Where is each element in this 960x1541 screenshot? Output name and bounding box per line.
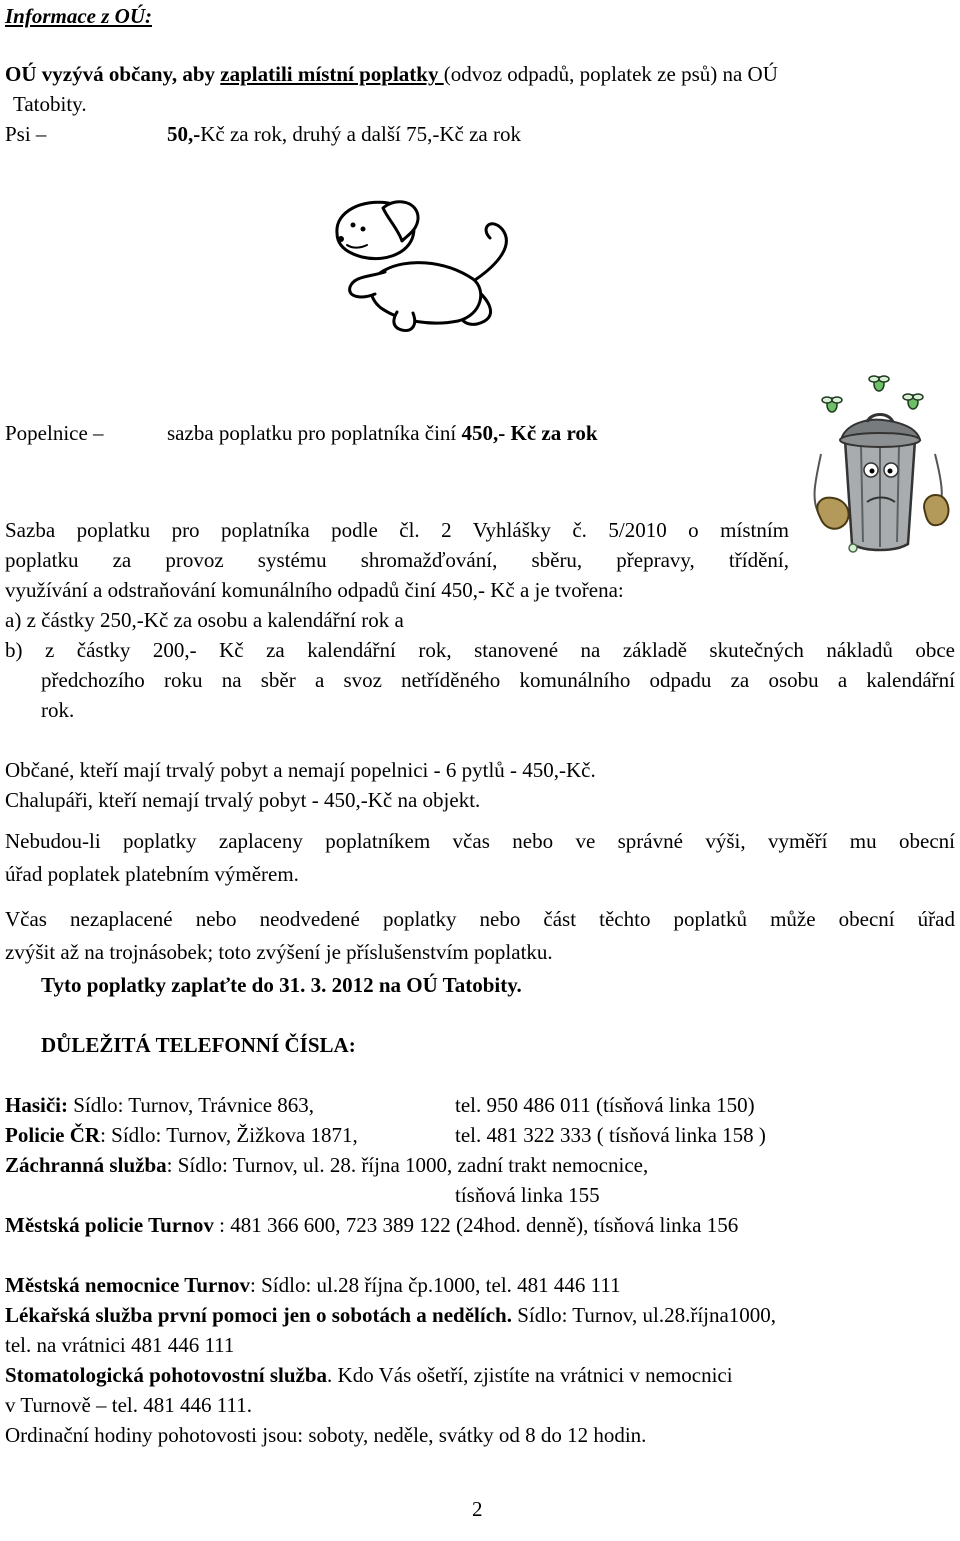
dental-entry xyxy=(5,1363,733,1388)
fire-tel: tel. 950 486 011 (tísňová linka 150) xyxy=(455,1093,755,1117)
late-line-1: Včas nezaplacené nebo neodvedené poplatky nebo část těchto poplatků může obecní úřad xyxy=(5,907,955,931)
item-b-line-3: rok. xyxy=(41,698,75,722)
first-aid-line-2: tel. na vrátnici 481 446 111 xyxy=(5,1333,235,1357)
fire-label: Hasiči: xyxy=(5,1093,68,1117)
bins-fee xyxy=(167,421,598,446)
item-b-line-1: b) z částky 200,- Kč za kalendářní rok, stanovené na základě skutečných nákladů obce xyxy=(5,638,955,662)
dogs-fee xyxy=(167,122,521,147)
late-line-2: zvýšit až na trojnásobek; toto zvýšení je příslušenstvím poplatku. xyxy=(5,940,553,964)
dental-text: . Kdo Vás ošetří, zjistíte na vrátnici v nemocnici xyxy=(327,1363,733,1387)
bins-fee-amount: 450,- Kč za rok xyxy=(461,421,598,445)
dogs-fee-amount: 50,- xyxy=(167,122,201,146)
fire-entry xyxy=(5,1093,314,1118)
rate-line-2: poplatku za provoz systému shromažďování, sběru, přepravy, třídění, xyxy=(5,548,789,572)
dogs-fee-text: Kč za rok, druhý a další 75,-Kč za rok xyxy=(200,122,521,146)
fire-address: Sídlo: Turnov, Trávnice 863, xyxy=(68,1093,315,1117)
hospital-label: Městská nemocnice Turnov xyxy=(5,1273,251,1297)
page-number: 2 xyxy=(472,1497,483,1521)
rate-line-3: využívání a odstraňování komunálního odpadů činí 450,- Kč a je tvořena: xyxy=(5,578,624,602)
dog-illustration xyxy=(325,195,525,340)
rescue-label: Záchranná služba xyxy=(5,1153,167,1177)
dental-line-2: v Turnově – tel. 481 446 111. xyxy=(5,1393,252,1417)
item-b-line-2: předchozího roku na sběr a svoz netříděného komunálního odpadu za osobu a kalendářní xyxy=(41,668,955,692)
hospital-text: : Sídlo: ul.28 října čp.1000, tel. 481 446 111 xyxy=(250,1273,621,1297)
city-police-text: : 481 366 600, 723 389 122 (24hod. denně), tísňová linka 156 xyxy=(213,1213,739,1237)
first-aid-label: Lékařská služba první pomoci jen o sobotách a nedělích. xyxy=(5,1303,512,1327)
rescue-tel: tísňová linka 155 xyxy=(455,1183,600,1207)
city-police-label: Městská policie Turnov xyxy=(5,1213,214,1237)
page-title: Informace z OÚ: xyxy=(5,4,152,28)
city-police-entry xyxy=(5,1213,738,1238)
unpaid-line-2: úřad poplatek platebním výměrem. xyxy=(5,862,299,886)
rate-line-1: Sazba poplatku pro poplatníka podle čl. 2 Vyhlášky č. 5/2010 o místním xyxy=(5,518,789,542)
dental-label: Stomatologická pohotovostní služba xyxy=(5,1363,328,1387)
hospital-entry xyxy=(5,1273,621,1298)
fees-link-text: zaplatili místní poplatky xyxy=(220,62,444,86)
first-aid-text: Sídlo: Turnov, ul.28.října1000, xyxy=(511,1303,777,1327)
intro-line-2: Tatobity. xyxy=(13,92,87,116)
deadline-note: Tyto poplatky zaplaťte do 31. 3. 2012 na OÚ Tatobity. xyxy=(41,973,522,997)
police-address: : Sídlo: Turnov, Žižkova 1871, xyxy=(100,1123,358,1147)
item-a: a) z částky 250,-Kč za osobu a kalendářní rok a xyxy=(5,608,404,632)
trash-bin-illustration xyxy=(805,372,955,564)
rescue-address: : Sídlo: Turnov, ul. 28. října 1000, zadní trakt nemocnice, xyxy=(166,1153,649,1177)
rescue-entry xyxy=(5,1153,648,1178)
phones-heading: DŮLEŽITÁ TELEFONNÍ ČÍSLA: xyxy=(41,1033,356,1057)
police-label: Policie ČR xyxy=(5,1123,101,1147)
intro-text-rest: (odvoz odpadů, poplatek ze psů) na OÚ xyxy=(443,62,778,86)
police-tel: tel. 481 322 333 ( tísňová linka 158 ) xyxy=(455,1123,766,1147)
police-entry xyxy=(5,1123,358,1148)
bins-label: Popelnice – xyxy=(5,421,104,445)
bins-fee-text: sazba poplatku pro poplatníka činí xyxy=(167,421,462,445)
dogs-label: Psi – xyxy=(5,122,47,146)
cottagers-note: Chalupáři, kteří nemají trvalý pobyt - 450,-Kč na objekt. xyxy=(5,788,481,812)
citizens-note: Občané, kteří mají trvalý pobyt a nemají popelnici - 6 pytlů - 450,-Kč. xyxy=(5,758,596,782)
intro-line xyxy=(5,62,778,87)
office-hours: Ordinační hodiny pohotovosti jsou: soboty, neděle, svátky od 8 do 12 hodin. xyxy=(5,1423,647,1447)
intro-text: OÚ vyzývá občany, aby xyxy=(5,62,221,86)
unpaid-line-1: Nebudou-li poplatky zaplaceny poplatníkem včas nebo ve správné výši, vyměří mu obecní xyxy=(5,829,955,853)
first-aid-entry xyxy=(5,1303,776,1328)
